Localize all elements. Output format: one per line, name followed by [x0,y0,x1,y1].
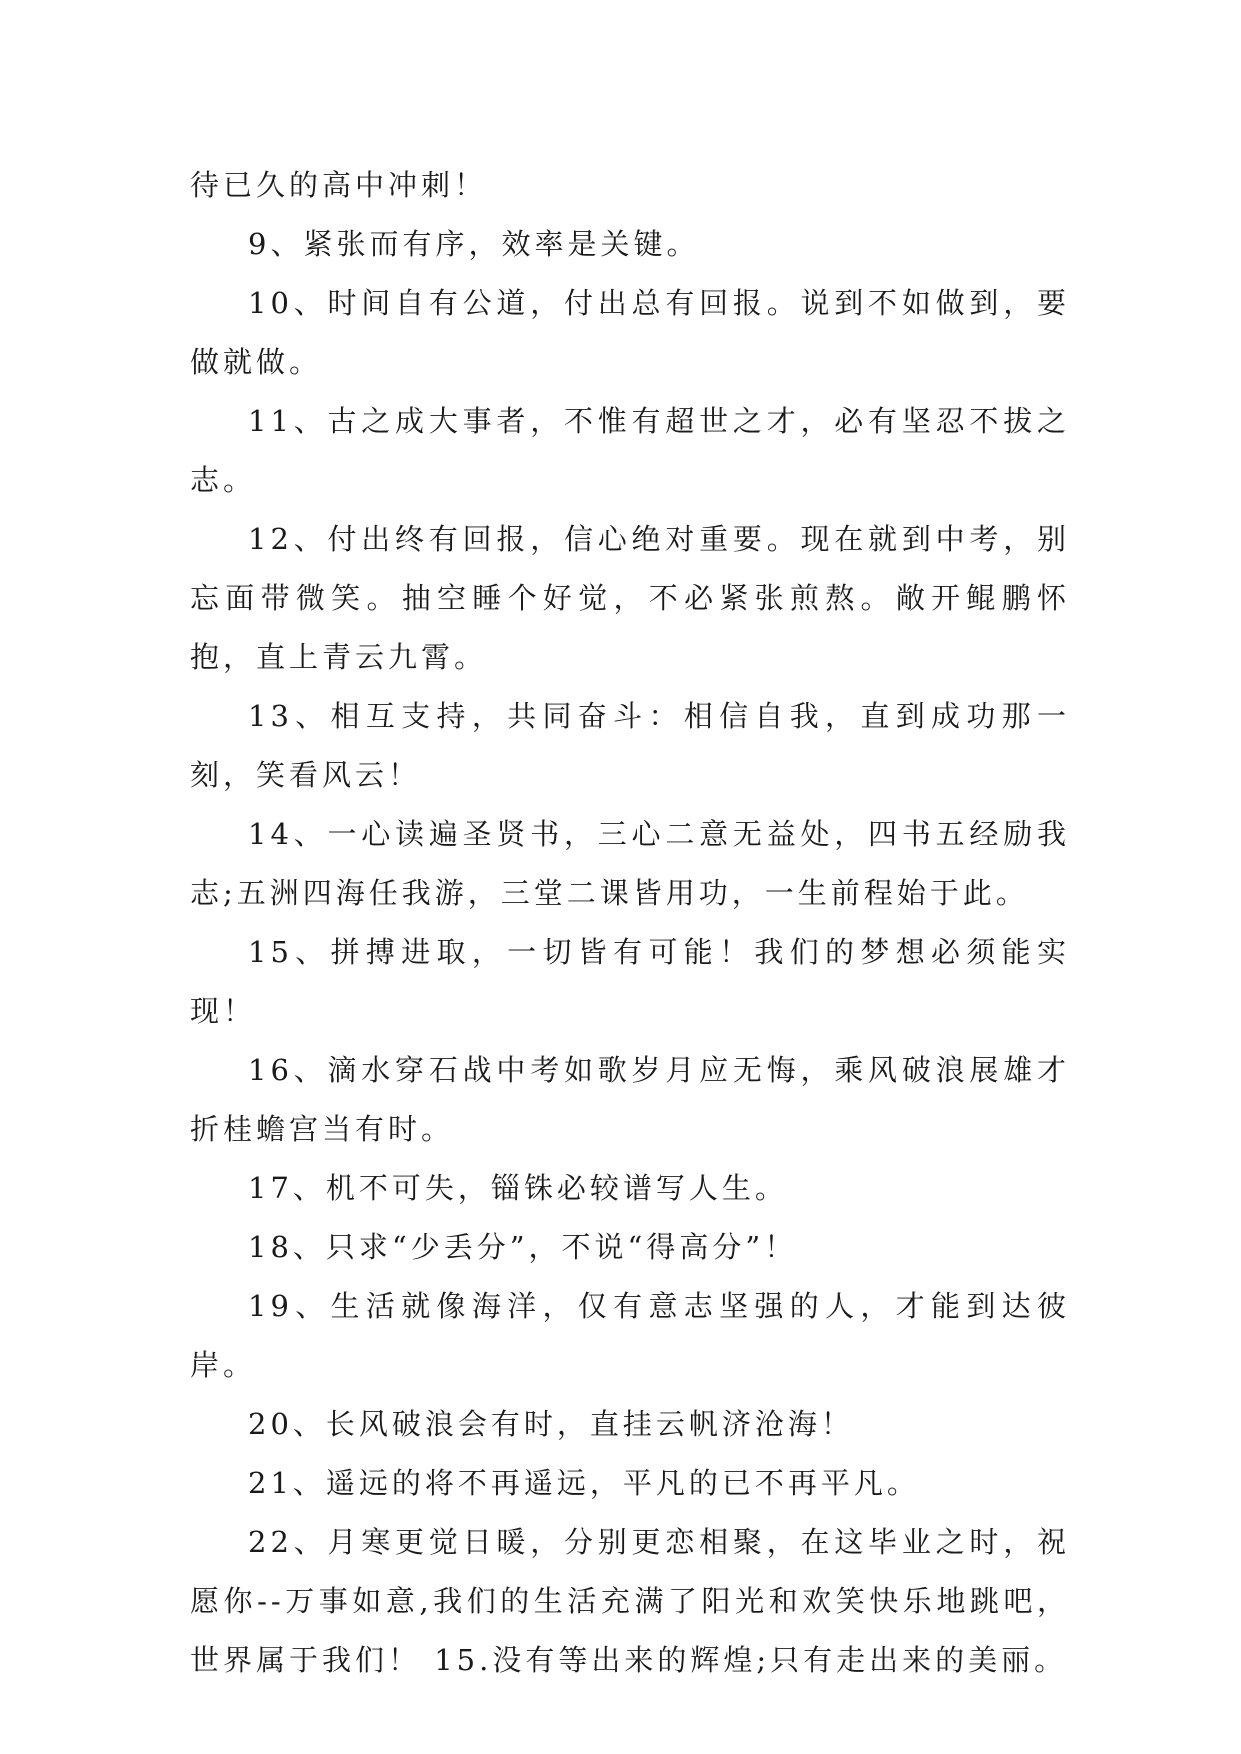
document-body [190,156,1070,1690]
paragraph-10: 10、时间自有公道，付出总有回报。说到不如做到，要做就做。 [190,286,1070,379]
paragraph-16: 16、滴水穿石战中考如歌岁月应无悔，乘风破浪展雄才折桂蟾宫当有时。 [190,1053,1070,1146]
paragraph-18: 18、只求“少丢分”，不说“得高分”！ [248,1230,798,1264]
paragraph-13: 13、相互支持，共同奋斗：相信自我，直到成功那一刻，笑看风云！ [190,699,1070,792]
paragraph-12: 12、付出终有回报，信心绝对重要。现在就到中考，别忘面带微笑。抽空睡个好觉，不必紧张煎熬。敞开鲲鹏怀抱，直上青云九霄。 [190,522,1070,674]
paragraph-11: 11、古之成大事者，不惟有超世之才，必有坚忍不拔之志。 [190,404,1070,497]
paragraph-15: 15、拼搏进取，一切皆有可能！我们的梦想必须能实现！ [190,935,1070,1028]
paragraph-21: 21、遥远的将不再遥远，平凡的已不再平凡。 [248,1466,920,1500]
paragraph-14: 14、一心读遍圣贤书，三心二意无益处，四书五经励我志;五洲四海任我游，三堂二课皆用功，一生前程始于此。 [190,817,1070,910]
paragraph-17: 17、机不可失，锱铢必较谱写人生。 [248,1171,788,1205]
paragraph-9: 9、紧张而有序，效率是关键。 [248,227,700,261]
paragraph-22: 22、月寒更觉日暖，分别更恋相聚，在这毕业之时，祝愿你--万事如意,我们的生活充满了阳光和欢笑快乐地跳吧，世界属于我们！ 15.没有等出来的辉煌;只有走出来的美丽。 [190,1525,1070,1677]
paragraph-continuation: 待已久的高中冲刺！ [190,168,488,202]
paragraph-20: 20、长风破浪会有时，直挂云帆济沧海！ [248,1407,854,1441]
paragraph-19: 19、生活就像海洋，仅有意志坚强的人，才能到达彼岸。 [190,1289,1070,1382]
